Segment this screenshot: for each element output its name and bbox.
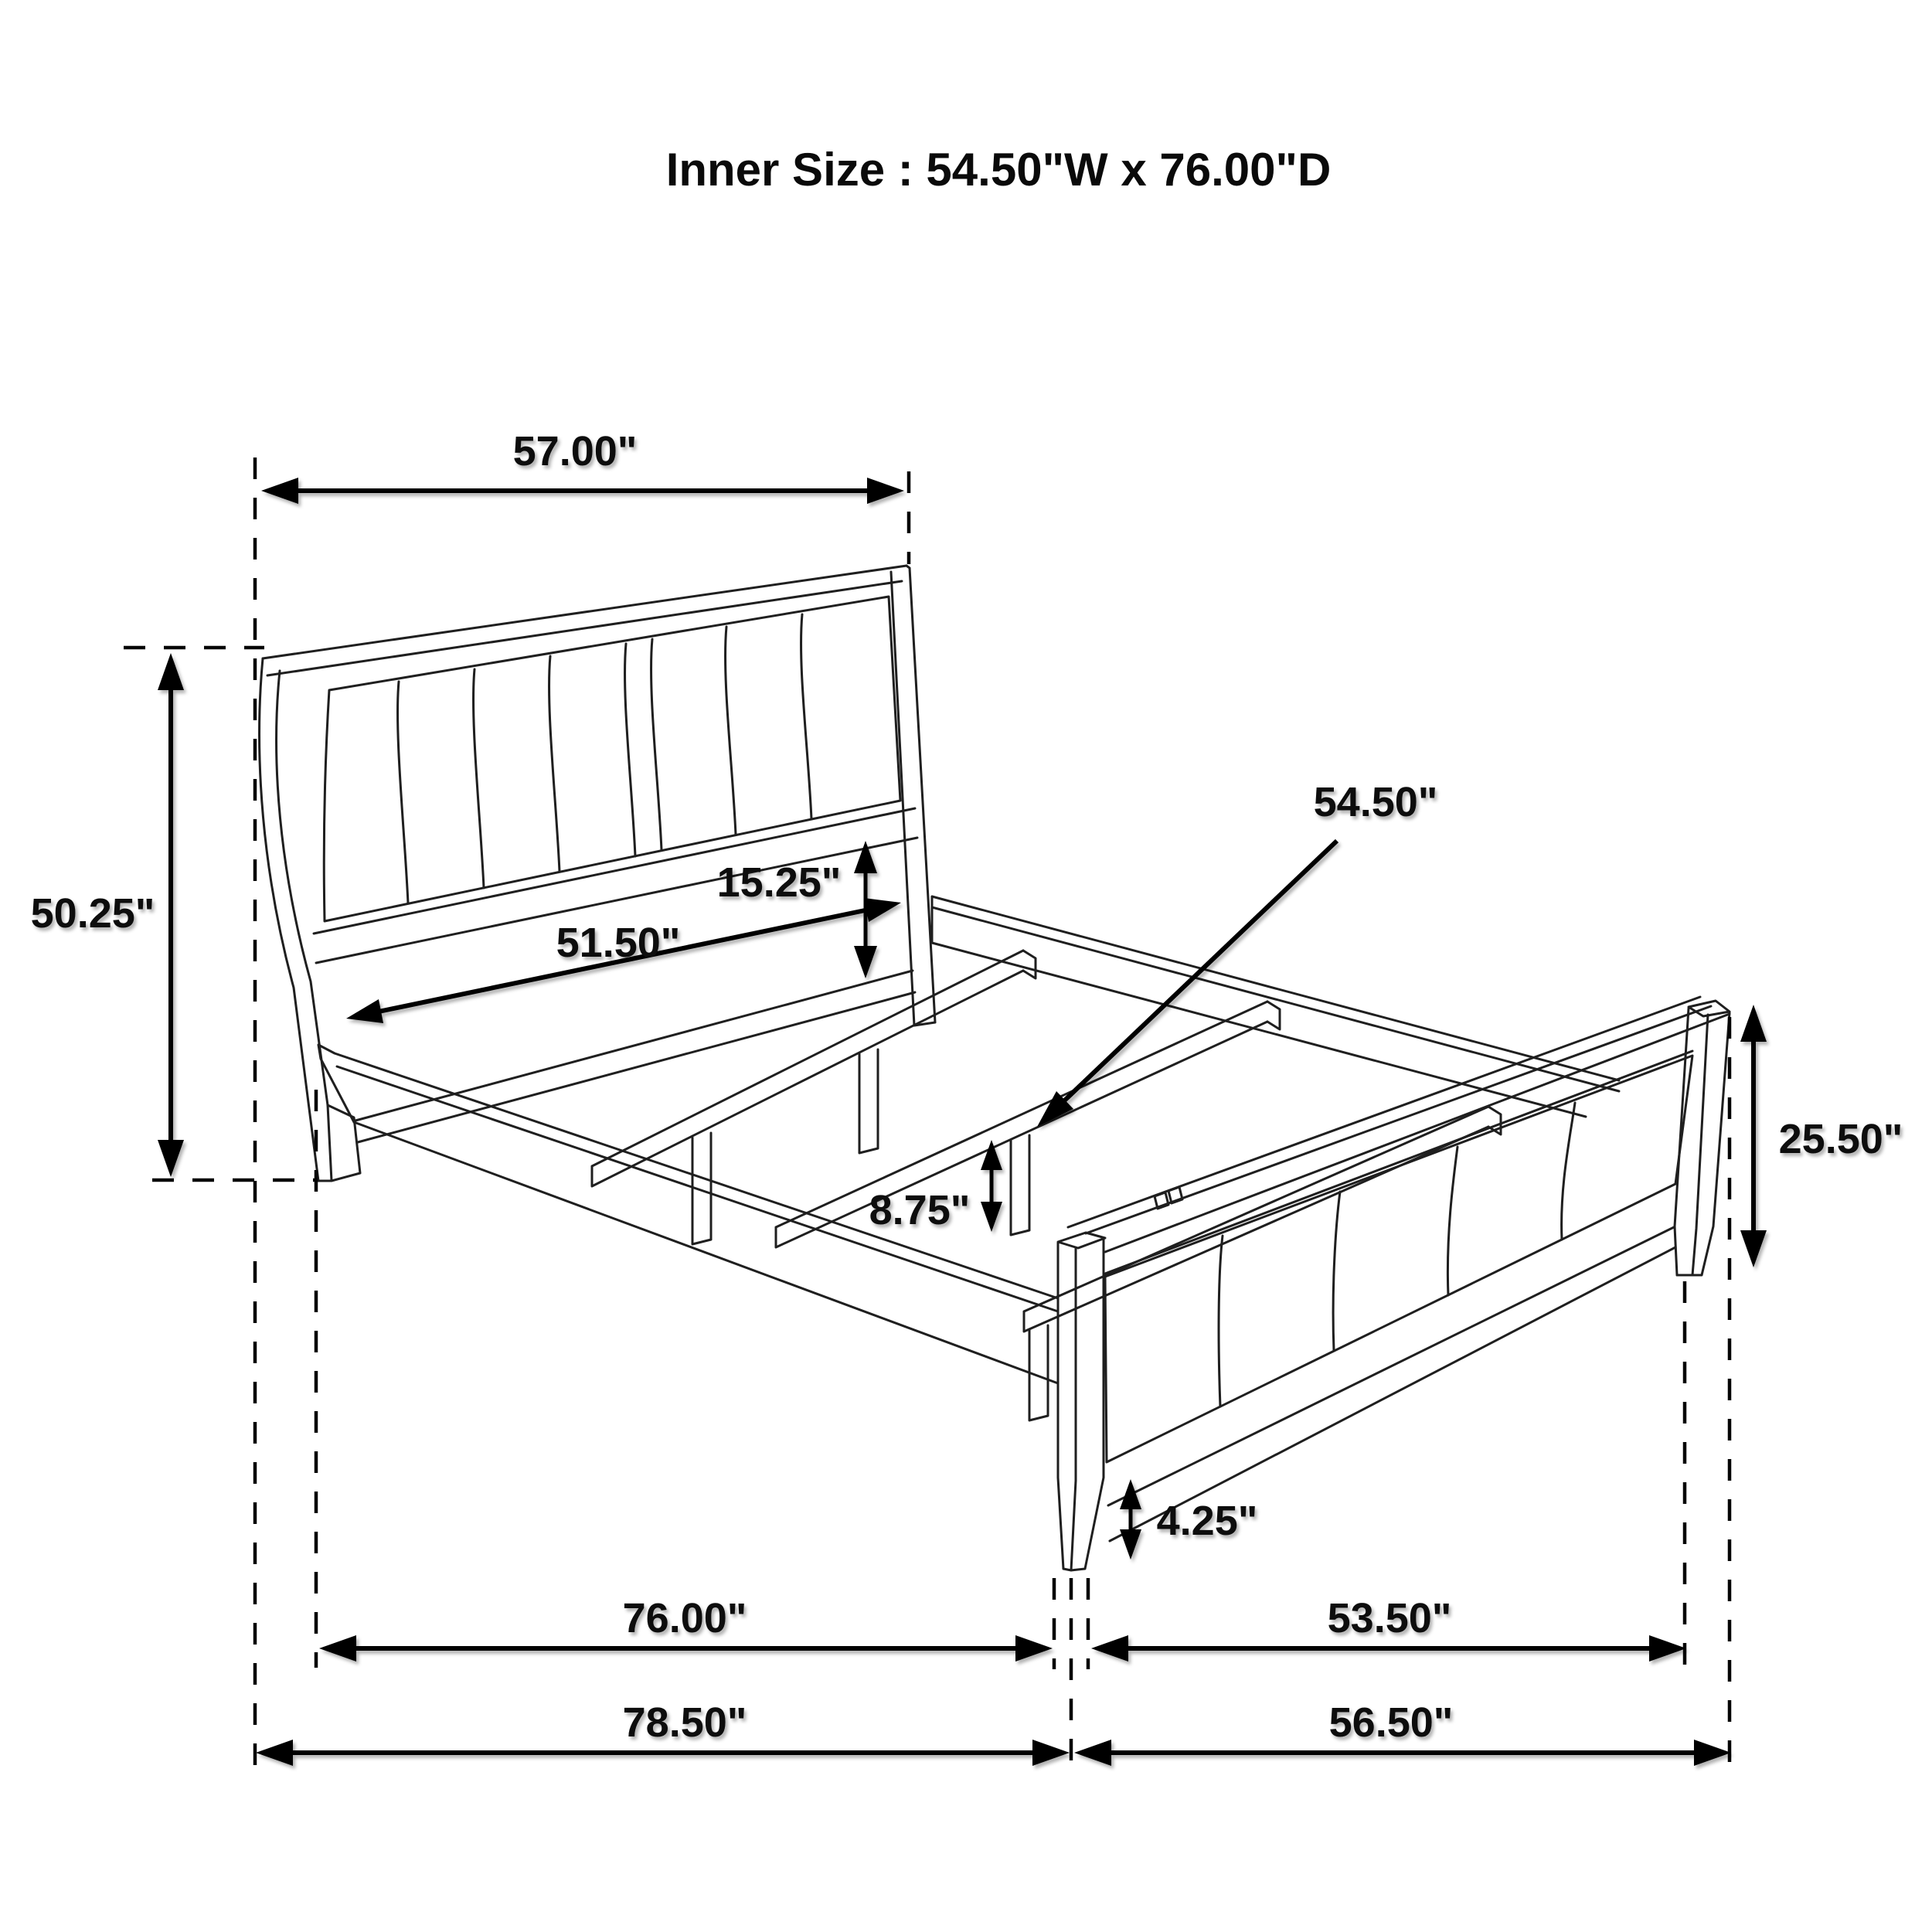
arrowhead-up-icon	[1740, 1005, 1767, 1042]
slat-2-leg	[1011, 1135, 1029, 1235]
dim-headboard-inner-width-label: 51.50"	[556, 920, 681, 966]
footboard-left-post	[1058, 1233, 1105, 1570]
slat-2-end-cap	[1267, 1002, 1280, 1029]
dim-headboard-inner-width	[346, 898, 901, 1023]
arrowhead-down-icon	[854, 946, 877, 978]
arrowhead-right-icon	[864, 898, 901, 922]
footboard-bottom-rail	[1108, 1227, 1675, 1541]
headboard-top-edge-inner	[267, 581, 902, 675]
headboard-left-edge-inner	[277, 671, 328, 1105]
dim-panel-height-label: 15.25"	[716, 859, 842, 906]
arrowhead-left-icon	[346, 999, 383, 1023]
dim-footboard-inner-width	[1091, 1595, 1686, 1662]
head-end-rail	[355, 971, 915, 1142]
footboard-right-post	[1675, 1001, 1730, 1275]
dim-footboard-overall-width	[1074, 1699, 1731, 1766]
dim-overall-length	[256, 1699, 1070, 1766]
arrowhead-down-icon	[158, 1140, 184, 1177]
dim-footboard-leg-height	[1120, 1479, 1257, 1560]
dim-slat-inner-width-label: 54.50"	[1313, 779, 1438, 825]
headboard-right-post	[891, 566, 935, 1026]
footboard-panel-outline	[1105, 1056, 1692, 1462]
dim-headboard-width-label: 57.00"	[512, 428, 638, 474]
dim-headboard-height	[31, 653, 184, 1177]
dim-footboard-inner-width-label: 53.50"	[1327, 1595, 1452, 1641]
bed-line-art	[260, 566, 1730, 1570]
arrowhead-up-icon	[158, 653, 184, 690]
arrowhead-left-icon	[256, 1740, 293, 1766]
footboard-panel-channels	[1219, 1103, 1575, 1406]
page-title: Inner Size : 54.50"W x 76.00"D	[665, 144, 1332, 196]
headboard-top-edge	[263, 566, 906, 658]
dim-overall-length-label: 78.50"	[622, 1699, 747, 1746]
arrowhead-down-icon	[1120, 1529, 1141, 1560]
dim-inner-length	[319, 1595, 1053, 1662]
footboard	[1058, 997, 1730, 1570]
headboard-left-leg	[318, 1105, 360, 1181]
dim-headboard-panel-height	[717, 841, 877, 978]
arrowhead-right-icon	[1649, 1635, 1686, 1662]
headboard-left-edge	[260, 658, 318, 1181]
arrowhead-left-icon	[319, 1635, 356, 1662]
dimension-annotations	[31, 428, 1903, 1766]
dim-support-height-label: 8.75"	[869, 1187, 971, 1233]
slat-1-leg-b	[859, 1049, 878, 1153]
dim-slat-inner-width	[1037, 779, 1437, 1127]
arrowhead-up-icon	[1120, 1479, 1141, 1509]
slat-2	[776, 1002, 1280, 1247]
arrowhead-right-icon	[867, 478, 904, 504]
arrowhead-right-icon	[1032, 1740, 1070, 1766]
dim-leg-height-label: 4.25"	[1156, 1498, 1258, 1544]
dim-headboard-width	[261, 428, 904, 504]
arrowhead-down-icon	[981, 1202, 1002, 1232]
arrowhead-right-icon	[1694, 1740, 1731, 1766]
arrowhead-left-icon	[261, 478, 298, 504]
arrowhead-left-icon	[1074, 1740, 1111, 1766]
slat-1-end-cap	[1023, 951, 1036, 978]
arrowhead-right-icon	[1015, 1635, 1053, 1662]
dim-slat-inner-width-leader	[1056, 841, 1337, 1109]
dim-headboard-height-label: 50.25"	[30, 890, 155, 937]
dim-footboard-height-label: 25.50"	[1778, 1116, 1903, 1162]
arrowhead-down-icon	[1740, 1230, 1767, 1267]
footboard-top-rail	[1068, 997, 1730, 1274]
dim-footboard-overall-width-label: 56.50"	[1328, 1699, 1454, 1746]
dim-inner-length-label: 76.00"	[622, 1595, 747, 1641]
dim-footboard-height	[1740, 1005, 1903, 1267]
arrowhead-left-icon	[1091, 1635, 1128, 1662]
